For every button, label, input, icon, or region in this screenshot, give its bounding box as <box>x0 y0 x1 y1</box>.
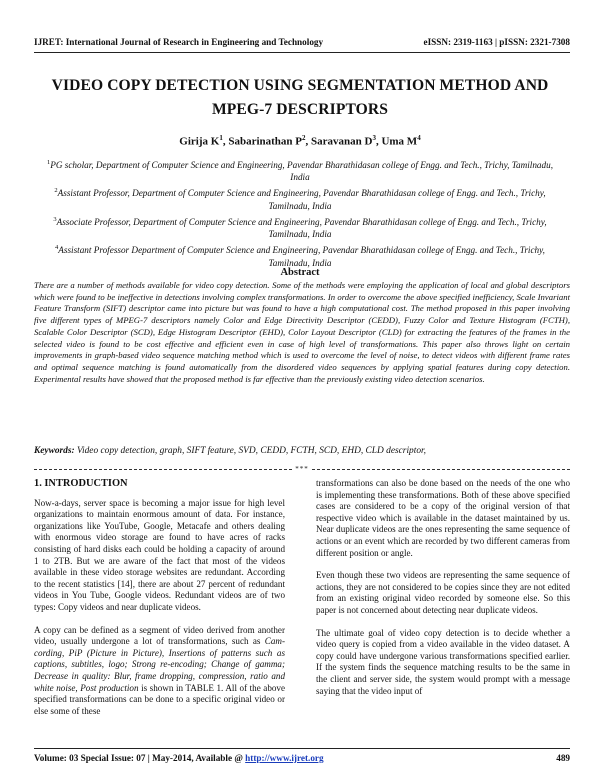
affiliation <box>38 157 562 183</box>
volume-info <box>34 753 324 763</box>
running-footer <box>34 753 570 767</box>
affiliation-text: Associate Professor, Department of Computer Science and Engineering, Pavendar Bharathidasan college of Engg. and Tech., Trichy, Tamilnadu, India <box>56 217 547 240</box>
author-name: Girija K <box>179 135 220 148</box>
right-column <box>316 478 570 708</box>
paper-title <box>40 74 560 122</box>
footer-rule <box>34 748 570 749</box>
affiliation-sup: 2 <box>54 187 58 195</box>
running-header <box>34 37 570 51</box>
author-separator: , <box>375 135 382 148</box>
author-separator: , <box>222 135 229 148</box>
abstract-body: There are a number of methods available for video copy detection. Some of the methods were employing the application of local and global descriptors which were found to be ineffective in detections involving complex transformations. In order to overcome the above specified inefficiency, Scale Invariant Feature Transform (SIFT) descriptor came into picture but was found to have a high computational cost. The method proposed in this paper involving five different types of MPEG-7 descriptors namely Color and Edge Directivity Descriptor (CEDD), Fuzzy Color and Texture Histogram (FCTH), Scalable Color Descriptor (SCD), Edge Histogram Descriptor (EHD), Color Layout Descriptor (CLD) for extracting the features of the frames in the selected video is found to be cost effective and efficient even in case of high level of transformations. This paper also throws light on certain improvements in graph-based video sequence matching method which is used to overcome the level of noise, to detect videos with different frame rates and optimal sequence matching is found automatically from the disordered video sequences by applying spatial features during copy detection. Experimental results have showed that the proposed method is far effective than the previously existing video detection scenarios. <box>34 280 570 384</box>
abstract-heading: Abstract <box>280 267 320 278</box>
paragraph: Now-a-days, server space is becoming a major issue for high level organizations to maintain enormous amount of data. For instance, organizations like YouTube, Google, Metacafe and others dealing with enormous video storage are found to have acres of racks consisting of hard disks each could be holding a capacity of around 1 to 2TB. But we are aware of the fact that most of the videos available in these video storage websites are redundant. According to the recent statistics [14], there are about 27 percent of redundant videos in You Tube, Google videos. Redundant videos are of two types: Copy videos and near duplicate videos. <box>34 497 285 612</box>
affiliation-text: Assistant Professor Department of Computer Science and Engineering, Pavendar Bharathidasan college of Engg. and Tech., Trichy, Tamilnadu, India <box>58 245 545 268</box>
paragraph-text: is shown in TABLE 1. All of the above specified transformations can be done to a specific original video or else some of these <box>34 682 285 716</box>
paragraph <box>34 625 285 718</box>
affiliation <box>38 242 562 268</box>
separator-dash <box>312 469 570 470</box>
author-name: Uma M <box>381 135 418 148</box>
title-line-2: MPEG-7 DESCRIPTORS <box>211 101 389 118</box>
affiliation-text: Assistant Professor, Department of Computer Science and Engineering, Pavendar Bharathidasan college of Engg. and Tech., Trichy, Tamilnadu, India <box>57 188 546 211</box>
volume-text: Volume: 03 Special Issue: 07 | May-2014, Available @ <box>34 753 246 763</box>
paragraph-text: A copy can be defined as a segment of video derived from another video, usually undergone a lot of transformations, such as <box>34 624 285 647</box>
separator-dash <box>34 469 292 470</box>
author-sup: 4 <box>417 134 421 142</box>
author-name: Saravanan D <box>311 135 373 148</box>
affiliation-text: PG scholar, Department of Computer Science and Engineering, Pavendar Bharathidasan college of Engg. and Tech., Trichy, Tamilnadu, India <box>50 160 554 183</box>
author-separator: , <box>305 135 311 148</box>
author-sup: 3 <box>372 134 376 142</box>
affiliation <box>38 214 562 240</box>
affiliations <box>38 157 562 271</box>
author-name: Sabarinathan P <box>228 135 302 148</box>
keywords-text: Video copy detection, graph, SIFT feature, SVD, CEDD, FCTH, SCD, EHD, CLD descriptor, <box>76 446 426 456</box>
section-heading: 1. INTRODUCTION <box>34 478 128 489</box>
left-column <box>34 478 285 728</box>
keywords-label: Keywords: <box>34 446 75 456</box>
author-sup: 1 <box>219 134 223 142</box>
paragraph: The ultimate goal of video copy detection is to decide whether a video query is copied from a video available in the video dataset. A copy could have undergone various transformations specified earlier. If the system finds the sequence matching results to be the same in the client and server side, the system would prompt with a message saying that the video input of <box>316 627 570 696</box>
page-number: 489 <box>556 753 570 763</box>
paragraph: transformations can also be done based on the needs of the one who is implementing these transformations. Both of these above specified cases are considered to be a copy of the original version of that respective video which is available in the dataset maintained by us. Near duplicate videos are the ones representing the same sequence of actions or an event which are recorded by two different cameras from different position or angle. <box>316 478 570 558</box>
issn-info: eISSN: 2319-1163 | pISSN: 2321-7308 <box>423 37 570 47</box>
journal-link[interactable]: http://www.ijret.org <box>245 753 324 763</box>
journal-name: IJRET: International Journal of Research in Engineering and Technology <box>34 37 324 47</box>
author-list <box>40 134 560 148</box>
section-separator <box>34 465 570 473</box>
affiliation-sup: 1 <box>46 159 51 166</box>
affiliation <box>38 185 562 211</box>
paragraph: Even though these two videos are representing the same sequence of actions, they are not considered to be copies since they are not edited from an existing original video recorded by someone else. So this paper is not concerned about detecting near duplicate videos. <box>316 570 570 615</box>
author-sup: 2 <box>302 134 306 142</box>
affiliation-sup: 4 <box>55 244 59 252</box>
header-rule <box>34 52 570 53</box>
affiliation-sup: 3 <box>53 215 57 223</box>
separator-stars: *** <box>295 465 309 473</box>
paragraph-italic: Cam-cording, PiP (Picture in Picture), Insertions of patterns such as captions, subtitles, logo; Strong re-encoding; Change of gamma; Decrease in quality: Blur, frame dropping, compression, ratio and white noise, Post production <box>34 636 285 693</box>
keywords <box>34 446 570 456</box>
title-line-1: VIDEO COPY DETECTION USING SEGMENTATION METHOD AND <box>51 77 549 94</box>
